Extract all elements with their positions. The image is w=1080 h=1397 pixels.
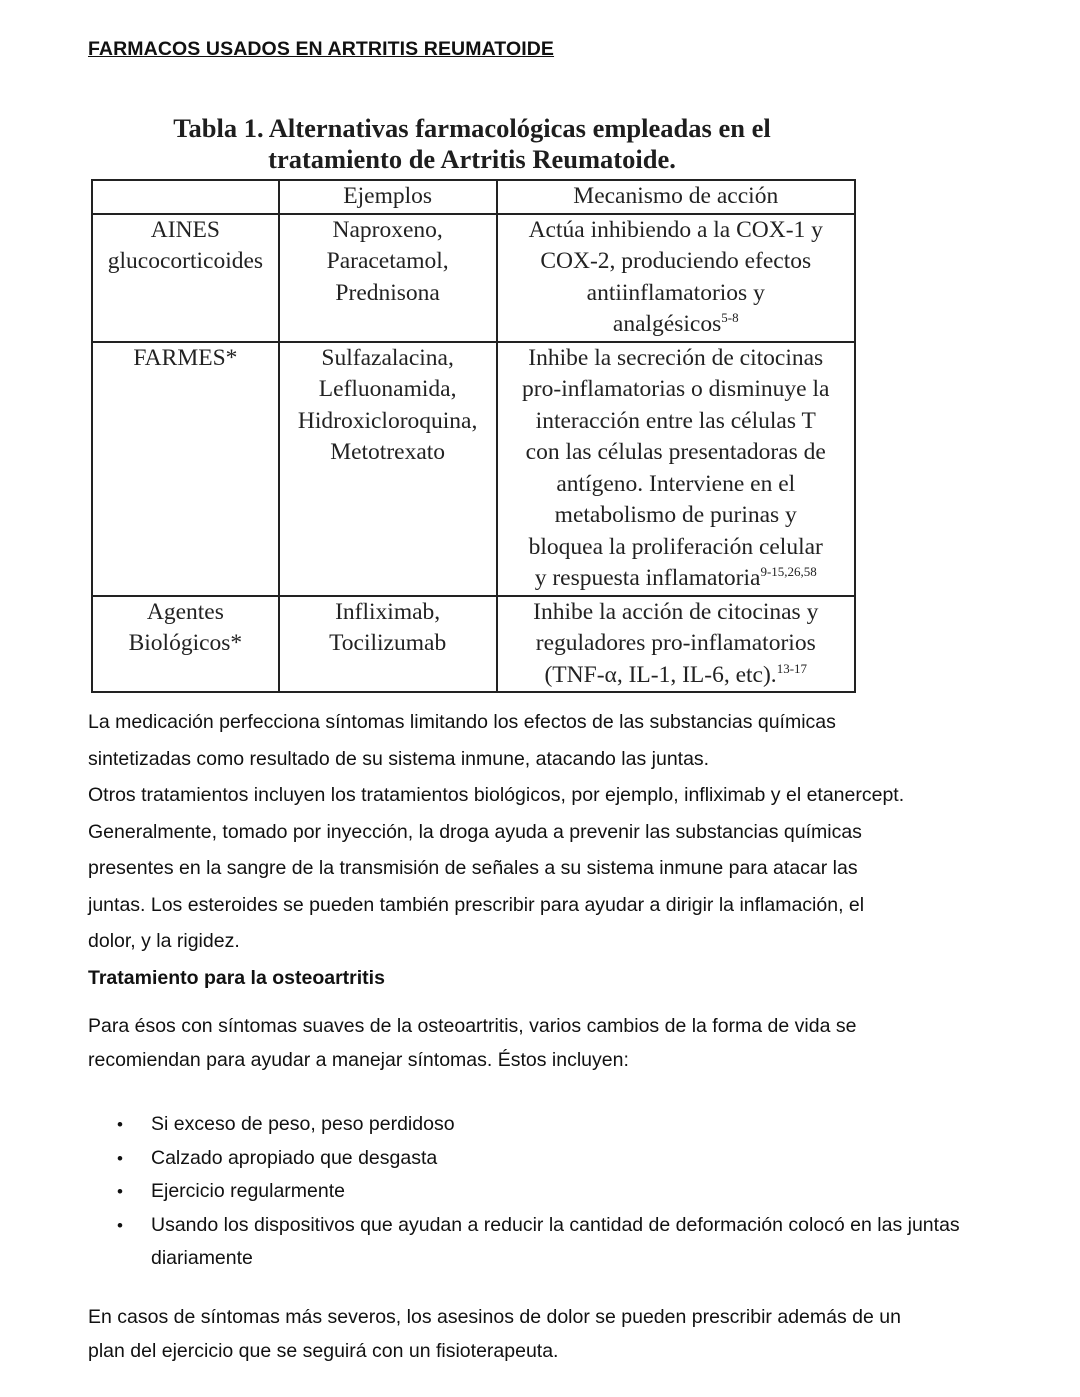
- example-drug: Tocilizumab: [329, 630, 447, 656]
- mechanism-text: y respuesta inflamatoria: [534, 565, 761, 591]
- text-line: recomiendan para ayudar a manejar síntomas. Éstos incluyen:: [88, 1049, 629, 1071]
- example-drug: Naproxeno,: [332, 216, 443, 243]
- page-title: FARMACOS USADOS EN ARTRITIS REUMATOIDE: [88, 38, 555, 60]
- bullet-icon: •: [117, 1182, 123, 1201]
- list-item-text: Si exceso de peso, peso perdidoso: [151, 1113, 455, 1135]
- list-item-text: Calzado apropiado que desgasta: [151, 1146, 438, 1169]
- list-item-text: Usando los dispositivos que ayudan a reducir la cantidad de deformación colocó en las juntas diariamente: [151, 1213, 960, 1269]
- bullet-icon: •: [117, 1148, 123, 1168]
- mechanism-line: COX-2, produciendo efectos: [540, 248, 812, 274]
- mechanism-line: reguladores pro-inflamatorios: [535, 630, 816, 656]
- example-drug: Infliximab,: [335, 598, 441, 625]
- example-drug: Sulfazalacina,: [321, 344, 454, 371]
- drug-group-cell: [92, 342, 279, 596]
- reference-superscript: 5-8: [721, 310, 739, 325]
- table-caption-line: Tabla 1. Alternativas farmacológicas empleadas en el: [173, 113, 771, 143]
- mechanism-line: con las células presentadoras de: [525, 439, 826, 465]
- examples-cell: [279, 214, 497, 342]
- text-line: presentes en la sangre de la transmisión de señales a su sistema inmune para atacar las: [88, 857, 858, 879]
- mechanism-line-last: [499, 660, 854, 692]
- list-item-text: Ejercicio regularmente: [151, 1180, 346, 1202]
- drug-group-line: Agentes: [146, 598, 224, 625]
- mechanism-text: (TNF-α, IL-1, IL-6, etc).: [544, 661, 777, 688]
- pharmacology-table: [91, 179, 856, 693]
- text-line: En casos de síntomas más severos, los asesinos de dolor se pueden prescribir además de un: [88, 1306, 901, 1328]
- table-row-farmes: [92, 342, 855, 596]
- examples-cell: [279, 342, 497, 596]
- example-drug: Prednisona: [335, 279, 440, 306]
- example-drug: Hidroxicloroquina,: [297, 407, 478, 434]
- paragraph-lifestyle-intro: [88, 1009, 988, 1077]
- mechanism-line: pro-inflamatorias o disminuye la: [522, 376, 830, 402]
- mechanism-line: interacción entre las células T: [535, 407, 816, 434]
- list-item: [88, 1142, 988, 1176]
- table-caption: [88, 113, 856, 175]
- table-row-aines: [92, 214, 855, 342]
- text-line: Otros tratamientos incluyen los tratamientos biológicos, por ejemplo, infliximab y el etanercept.: [88, 784, 905, 806]
- mechanism-cell: [497, 214, 856, 342]
- paragraph-severe-cases: [88, 1300, 988, 1368]
- mechanism-cell: [497, 596, 856, 693]
- mechanism-line: metabolismo de purinas y: [554, 502, 797, 528]
- example-drug: Metotrexato: [330, 439, 446, 465]
- bullet-icon: •: [117, 1115, 123, 1134]
- text-line: Generalmente, tomado por inyección, la droga ayuda a prevenir las substancias químicas: [88, 820, 862, 843]
- text-line: La medicación perfecciona síntomas limitando los efectos de las substancias químicas: [88, 711, 836, 733]
- reference-superscript: 13-17: [776, 660, 808, 676]
- drug-group-cell: [92, 214, 279, 342]
- examples-cell: [279, 596, 497, 693]
- lifestyle-list: [88, 1108, 988, 1276]
- text-line: Para ésos con síntomas suaves de la osteoartritis, varios cambios de la forma de vida se: [88, 1015, 857, 1037]
- mechanism-line: Actúa inhibiendo a la COX-1 y: [528, 216, 823, 243]
- paragraph-medication: [88, 704, 988, 960]
- bullet-icon: •: [117, 1215, 123, 1235]
- example-drug: Paracetamol,: [326, 248, 449, 274]
- text-line: plan del ejercicio que se seguirá con un fisioterapeuta.: [88, 1340, 559, 1362]
- drug-group-cell: [92, 596, 279, 693]
- list-item: [88, 1209, 988, 1276]
- drug-group-line: glucocorticoides: [107, 248, 264, 274]
- table-header-cell-empty: [92, 180, 279, 214]
- reference-superscript: 9-15,26,58: [760, 564, 817, 579]
- table-header-examples: Ejemplos: [279, 180, 497, 214]
- mechanism-line-last: [499, 563, 854, 595]
- mechanism-line: bloquea la proliferación celular: [528, 533, 823, 560]
- section-heading-osteoartritis: Tratamiento para la osteoartritis: [88, 967, 385, 989]
- mechanism-line: Inhibe la acción de citocinas y: [533, 598, 819, 625]
- text-line: juntas. Los esteroides se pueden también prescribir para ayudar a dirigir la inflamación, el: [88, 893, 865, 916]
- list-item: [88, 1108, 988, 1142]
- mechanism-line: Inhibe la secreción de citocinas: [528, 344, 824, 371]
- table-header-row: [92, 180, 855, 214]
- mechanism-line: antígeno. Interviene en el: [556, 470, 796, 497]
- table-caption-line: tratamiento de Artritis Reumatoide.: [268, 144, 676, 174]
- table-header-mechanism: Mecanismo de acción: [497, 180, 856, 214]
- mechanism-cell: [497, 342, 856, 596]
- drug-group-line: FARMES*: [133, 344, 238, 371]
- text-line: dolor, y la rigidez.: [88, 930, 240, 952]
- table-row-biologicos: [92, 596, 855, 693]
- drug-group-line: AINES: [150, 216, 220, 243]
- text-line: sintetizadas como resultado de su sistema inmune, atacando las juntas.: [88, 747, 710, 770]
- mechanism-line: antiinflamatorios y: [586, 279, 765, 306]
- example-drug: Lefluonamida,: [318, 376, 457, 402]
- drug-group-line: Biológicos*: [128, 630, 243, 656]
- mechanism-line-last: [499, 309, 854, 341]
- list-item: [88, 1175, 988, 1209]
- mechanism-text: analgésicos: [612, 311, 722, 337]
